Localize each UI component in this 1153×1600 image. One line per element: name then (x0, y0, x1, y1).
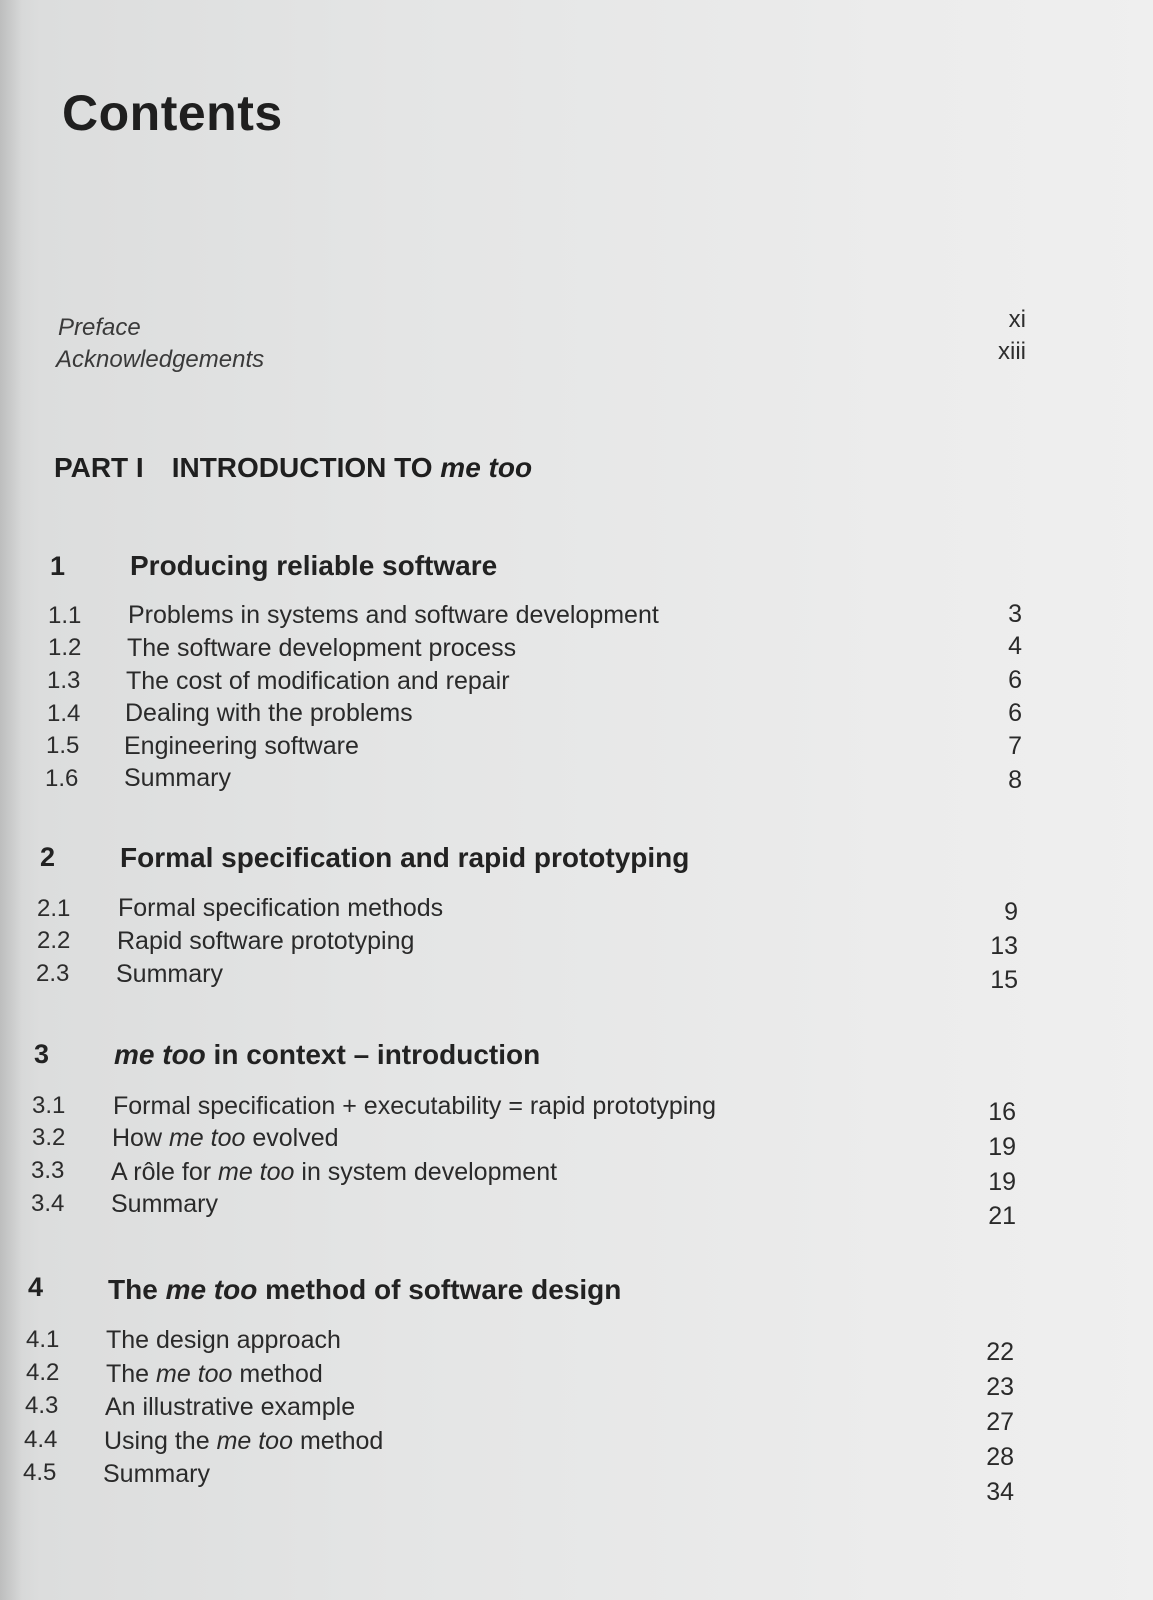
section-title: The software development process (127, 634, 517, 662)
section-page: 9 (1004, 898, 1018, 926)
section-page: 23 (986, 1373, 1014, 1401)
section-title: Summary (116, 960, 223, 988)
section-title: The me too method (106, 1360, 323, 1388)
section-title: Using the me too method (104, 1427, 384, 1455)
front-matter-acknowledgements: Acknowledgements (56, 346, 265, 373)
chapter-title: Formal specification and rapid prototyping (120, 842, 690, 873)
section-number: 1.1 (48, 602, 82, 629)
section-title: The design approach (106, 1326, 341, 1354)
section-number: 1.5 (46, 732, 80, 759)
chapter-title: Producing reliable software (130, 550, 498, 581)
section-number: 3.4 (31, 1190, 65, 1217)
section-page: 8 (1008, 766, 1022, 794)
section-title: Summary (124, 764, 231, 792)
section-page: 28 (986, 1443, 1014, 1471)
section-page: 13 (990, 932, 1018, 960)
section-number: 1.3 (47, 667, 81, 694)
section-number: 3.2 (32, 1124, 66, 1151)
section-title: Engineering software (124, 732, 359, 760)
section-page: 22 (986, 1338, 1014, 1366)
section-title: The cost of modification and repair (126, 667, 510, 695)
section-number: 2.2 (37, 927, 71, 954)
chapter-title: me too in context – introduction (114, 1039, 541, 1070)
section-number: 1.6 (45, 765, 79, 792)
section-number: 3.3 (31, 1157, 65, 1184)
section-page: 19 (988, 1133, 1016, 1161)
section-title: How me too evolved (112, 1124, 339, 1152)
section-number: 2.3 (36, 960, 70, 987)
front-matter-acknowledgements-page: xiii (998, 338, 1026, 365)
bleed-through-texture (760, 20, 1140, 1560)
section-number: 4.5 (23, 1459, 57, 1486)
section-page: 21 (988, 1202, 1016, 1230)
chapter-number: 1 (50, 551, 66, 581)
section-title: Formal specification methods (118, 894, 444, 922)
section-title: Dealing with the problems (125, 699, 413, 727)
section-page: 16 (988, 1098, 1016, 1126)
part-heading (54, 452, 532, 484)
section-title: Rapid software prototyping (117, 927, 415, 955)
section-page: 6 (1008, 699, 1022, 727)
front-matter-preface-page: xi (1008, 306, 1026, 333)
section-number: 3.1 (32, 1092, 66, 1119)
part-label: PART I (54, 452, 144, 483)
section-number: 4.4 (24, 1426, 58, 1453)
section-number: 1.2 (48, 634, 82, 661)
section-title: Summary (111, 1190, 218, 1218)
page-title: Contents (62, 85, 283, 141)
section-title: Problems in systems and software development (128, 601, 659, 629)
chapter-title: The me too method of software design (108, 1274, 622, 1305)
section-title: A rôle for me too in system development (111, 1158, 558, 1186)
part-title-italic: me too (440, 452, 533, 483)
section-page: 7 (1008, 732, 1022, 760)
section-number: 4.2 (26, 1359, 60, 1386)
section-title: Formal specification + executability = rapid prototyping (113, 1092, 717, 1120)
section-number: 4.1 (26, 1326, 60, 1353)
section-number: 2.1 (37, 895, 71, 922)
section-page: 4 (1008, 632, 1022, 660)
chapter-number: 4 (28, 1272, 44, 1302)
section-title: An illustrative example (105, 1393, 356, 1421)
section-number: 1.4 (47, 700, 81, 727)
section-page: 19 (988, 1168, 1016, 1196)
chapter-number: 2 (40, 842, 56, 872)
section-page: 27 (986, 1408, 1014, 1436)
section-number: 4.3 (25, 1392, 59, 1419)
front-matter-preface: Preface (58, 314, 141, 341)
section-page: 3 (1008, 600, 1022, 628)
section-page: 15 (990, 966, 1018, 994)
section-page: 6 (1008, 666, 1022, 694)
part-title-prefix: INTRODUCTION TO (171, 452, 433, 483)
section-page: 34 (986, 1478, 1014, 1506)
section-title: Summary (103, 1460, 210, 1488)
page-edge-shadow (0, 0, 22, 1600)
chapter-number: 3 (34, 1039, 50, 1069)
